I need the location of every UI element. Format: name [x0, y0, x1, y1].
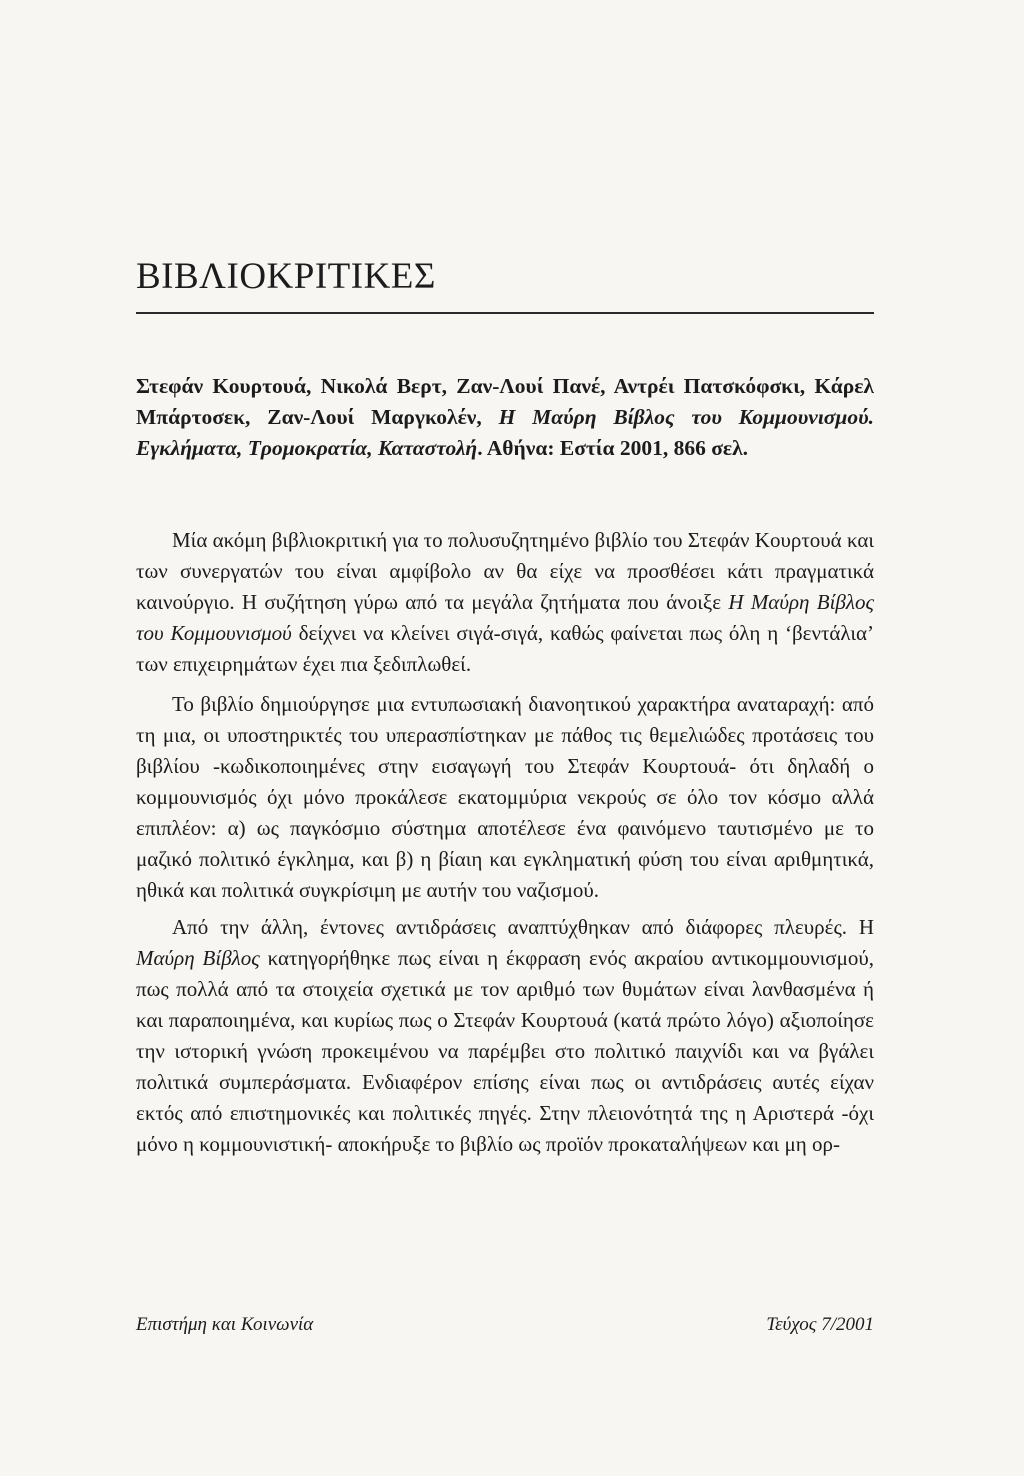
- paragraph-3-text-a: Από την άλλη, έντονες αντιδράσεις αναπτύχθηκαν από διάφορες πλευρές. Η: [172, 915, 874, 939]
- paragraph-1-text-b: δείχνει να κλείνει σιγά-σιγά, καθώς φαίνεται πως όλη η ‘βεντάλια’ των επιχειρημάτων έχει πια ξεδιπλωθεί.: [136, 621, 875, 676]
- document-page: [136, 0, 874, 1476]
- paragraph-1-text-a: Μία ακόμη βιβλιοκριτική για το πολυσυζητημένο βιβλίο του Στεφάν Κουρτουά και των συνεργατών του είναι αμφίβολο αν θα είχε να προσθέσει κάτι πραγματικά καινούργιο. Η συζήτηση γύρω από τα μεγάλα ζητήματα που άνοιξε: [136, 528, 874, 614]
- section-title: ΒΙΒΛΙΟΚΡΙΤΙΚΕΣ: [136, 256, 436, 297]
- paragraph-3-text-b: κατηγορήθηκε πως είναι η έκφραση ενός ακραίου αντικομμουνισμού, πως πολλά από τα στοιχεία σχετικά με τον αριθμό των θυμάτων είναι λανθασμένα ή και παραποιημένα, και κυρίως πως ο Στεφάν Κουρτουά (κατά πρώτο λόγο) αξιοποίησε την ιστορική γνώση προκειμένου να παρέμβει στο πολιτικό παιχνίδι και να βγάλει πολιτικά συμπεράσματα. Ενδιαφέρον επίσης είναι πως οι αντιδράσεις αυτές είχαν εκτός από επιστημονικές και πολιτικές πηγές. Στην πλειονότητά της η Αριστερά -όχι μόνο η κομμουνιστική- αποκήρυξε το βιβλίο ως προϊόν προκαταλήψεων και μη ορ-: [136, 946, 875, 1156]
- header-rule: [136, 312, 874, 314]
- review-body: [136, 525, 874, 1160]
- footer-journal-name: Επιστήμη και Κοινωνία: [136, 1314, 314, 1335]
- paragraph-1-book-title: Η Μαύρη Βίβλος του Κομμουνισμού: [136, 590, 874, 645]
- paragraph-1: [136, 525, 874, 680]
- citation-publication: . Αθήνα: Εστία 2001, 866 σελ.: [477, 436, 749, 460]
- book-citation: [136, 371, 874, 464]
- paragraph-2: Το βιβλίο δημιούργησε μια εντυπωσιακή διανοητικού χαρακτήρα αναταραχή: από τη μια, οι υποστηρικτές του υπερασπίστηκαν με πάθος τις θεμελιώδες προτάσεις του βιβλίου -κωδικοποιημένες στην εισαγωγή του Στεφάν Κουρτουά- ότι δηλαδή ο κομμουνισμός όχι μόνο προκάλεσε εκατομμύρια νεκρούς σε όλο τον κόσμο αλλά επιπλέον: α) ως παγκόσμιο σύστημα αποτέλεσε ένα φαινόμενο ταυτισμένο με το μαζικό πολιτικό έγκλημα, και β) η βίαιη και εγκληματική φύση του είναι αριθμητικά, ηθικά και πολιτικά συγκρίσιμη με αυτήν του ναζισμού.: [136, 692, 874, 902]
- paragraph-3: [136, 912, 874, 1160]
- citation-book-title: Η Μαύρη Βίβλος του Κομμουνισμού. Εγκλήματα, Τρομοκρατία, Καταστολή: [136, 405, 875, 460]
- paragraph-3-book-title: Μαύρη Βίβλος: [136, 946, 260, 970]
- citation-authors: Στεφάν Κουρτουά, Νικολά Βερτ, Ζαν-Λουί Πανέ, Αντρέι Πατσκόφσκι, Κάρελ Μπάρτοσεκ, Ζαν-Λουί Μαργκολέν,: [136, 374, 874, 429]
- footer-issue-number: Τεύχος 7/2001: [766, 1314, 874, 1335]
